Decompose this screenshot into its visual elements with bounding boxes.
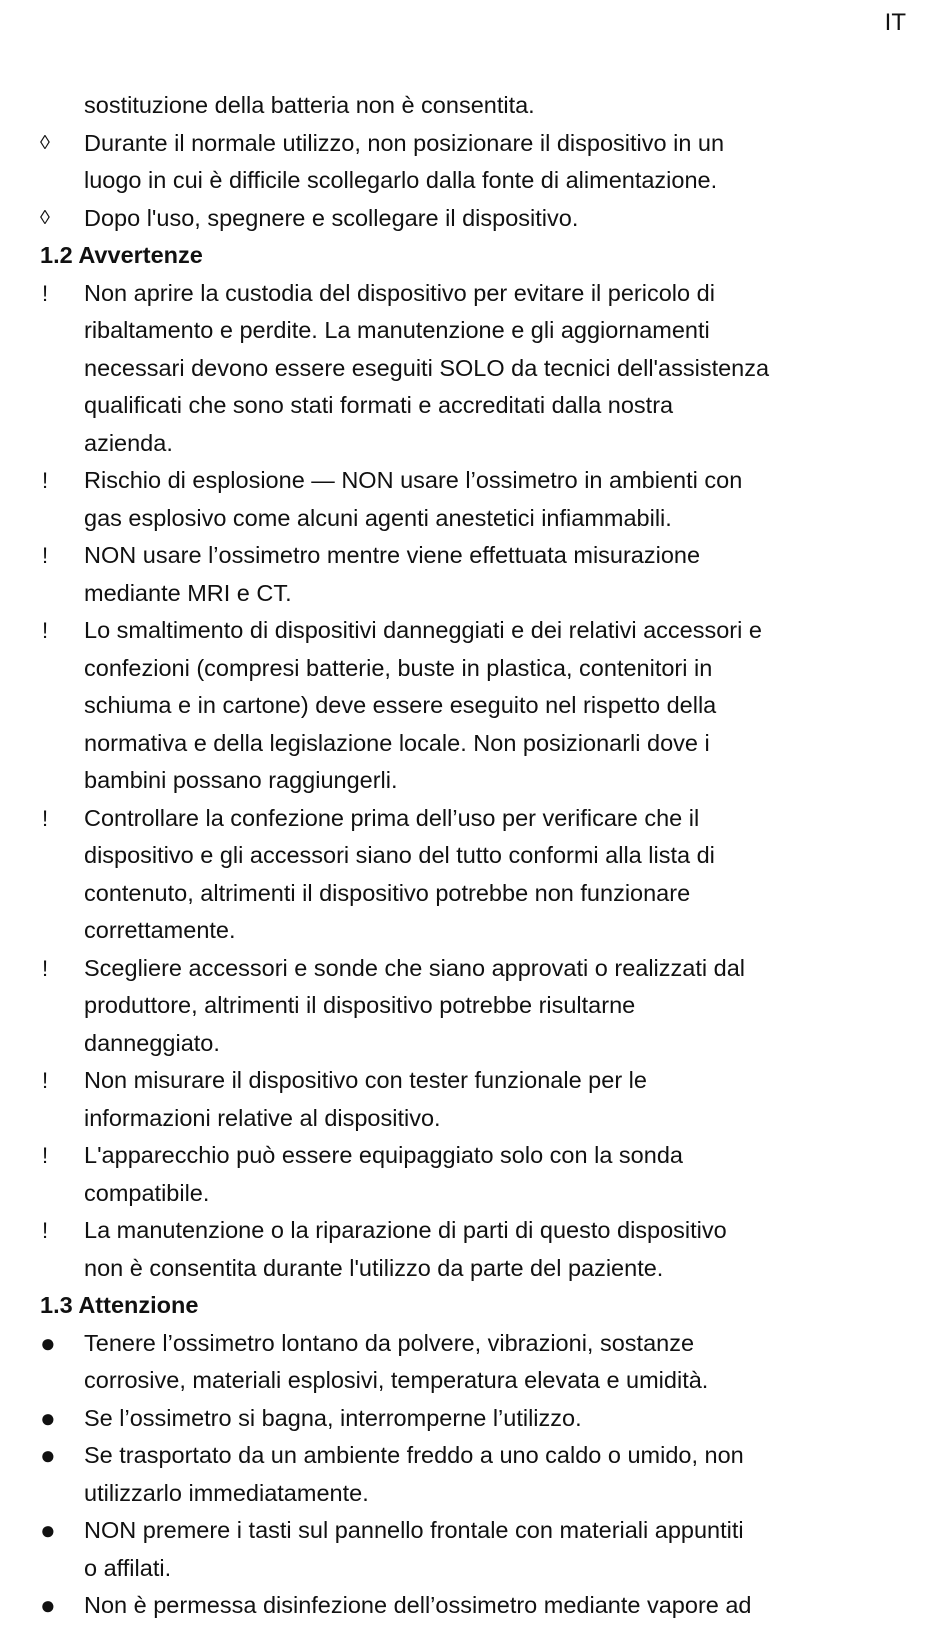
caution-item — [40, 1587, 920, 1625]
precautions-list — [40, 125, 920, 238]
list-item-line: qualificati che sono stati formati e accreditati dalla nostra — [84, 392, 674, 418]
exclamation-bullet-icon: ! — [42, 1218, 49, 1243]
document-body — [40, 87, 920, 1625]
dot-bullet-icon: ● — [40, 1327, 56, 1358]
list-item-line: confezioni (compresi batterie, buste in plastica, contenitori in — [84, 654, 713, 681]
list-item-line: Durante il normale utilizzo, non posizionare il dispositivo in un — [84, 129, 725, 156]
diamond-bullet-icon: ◊ — [40, 131, 50, 154]
dot-bullet-icon: ● — [40, 1590, 56, 1620]
section-heading-warnings: 1.2 Avvertenze — [40, 242, 203, 268]
dot-bullet-icon: ● — [40, 1402, 56, 1433]
list-item-line: Lo smaltimento di dispositivi danneggiati e dei relativi accessori e — [84, 617, 762, 643]
list-item-line: NON premere i tasti sul pannello frontale con materiali appuntiti — [84, 1517, 744, 1543]
caution-item — [40, 1400, 920, 1438]
list-item-line: produttore, altrimenti il dispositivo potrebbe risultarne — [84, 992, 636, 1018]
exclamation-bullet-icon: ! — [42, 280, 49, 306]
page-language-code: IT — [884, 9, 906, 36]
exclamation-bullet-icon: ! — [42, 618, 49, 643]
list-item-line: ribaltamento e perdite. La manutenzione e gli aggiornamenti — [84, 317, 710, 343]
section-heading-caution: 1.3 Attenzione — [40, 1292, 199, 1318]
warning-item — [40, 537, 920, 612]
list-item-line: mediante MRI e CT. — [84, 579, 292, 606]
warnings-list — [40, 275, 920, 1288]
list-item-line: informazioni relative al dispositivo. — [84, 1104, 441, 1131]
dot-bullet-icon: ● — [40, 1515, 56, 1545]
list-item-line: o affilati. — [84, 1554, 172, 1581]
list-item-line: Controllare la confezione prima dell’uso per verificare che il — [84, 804, 700, 831]
exclamation-bullet-icon: ! — [42, 955, 49, 981]
precaution-item — [40, 200, 920, 238]
list-item-line: luogo in cui è difficile scollegarlo dalla fonte di alimentazione. — [84, 167, 718, 193]
list-item-line: Scegliere accessori e sonde che siano approvati o realizzati dal — [84, 954, 745, 981]
list-item-line: bambini possano raggiungerli. — [84, 767, 398, 793]
list-item-line: Dopo l'uso, spegnere e scollegare il dispositivo. — [84, 204, 579, 231]
list-item-line: Se l’ossimetro si bagna, interromperne l’utilizzo. — [84, 1404, 582, 1431]
list-item-line: utilizzarlo immediatamente. — [84, 1479, 369, 1506]
exclamation-bullet-icon: ! — [42, 1143, 49, 1168]
caution-list — [40, 1325, 920, 1625]
list-item-line: schiuma e in cartone) deve essere eseguito nel rispetto della — [84, 692, 717, 718]
dot-bullet-icon: ● — [40, 1440, 56, 1470]
list-item-line: Non aprire la custodia del dispositivo per evitare il pericolo di — [84, 279, 715, 306]
list-item-line: NON usare l’ossimetro mentre viene effettuata misurazione — [84, 542, 701, 568]
intro-continuation — [40, 87, 920, 125]
warning-item — [40, 1137, 920, 1212]
warning-item — [40, 462, 920, 537]
exclamation-bullet-icon: ! — [42, 805, 49, 831]
list-item-line: danneggiato. — [84, 1029, 220, 1056]
exclamation-bullet-icon: ! — [42, 543, 49, 568]
exclamation-bullet-icon: ! — [42, 468, 49, 493]
list-item-line: L'apparecchio può essere equipaggiato solo con la sonda — [84, 1142, 683, 1168]
list-item-line: Non misurare il dispositivo con tester funzionale per le — [84, 1067, 647, 1093]
exclamation-bullet-icon: ! — [42, 1068, 49, 1093]
list-item-line: La manutenzione o la riparazione di parti di questo dispositivo — [84, 1217, 727, 1243]
intro-text: sostituzione della batteria non è consentita. — [84, 92, 535, 118]
warning-item — [40, 800, 920, 950]
list-item-line: normativa e della legislazione locale. Non posizionarli dove i — [84, 729, 710, 756]
list-item-line: gas esplosivo come alcuni agenti anestetici infiammabili. — [84, 504, 672, 531]
list-item-line: non è consentita durante l'utilizzo da parte del paziente. — [84, 1254, 664, 1281]
caution-item — [40, 1512, 920, 1587]
warning-item — [40, 612, 920, 800]
list-item-line: necessari devono essere eseguiti SOLO da tecnici dell'assistenza — [84, 354, 770, 381]
warning-item — [40, 275, 920, 463]
list-item-line: correttamente. — [84, 917, 236, 943]
list-item-line: Non è permessa disinfezione dell’ossimetro mediante vapore ad — [84, 1592, 752, 1618]
list-item-line: dispositivo e gli accessori siano del tutto conformi alla lista di — [84, 842, 715, 868]
list-item-line: Rischio di esplosione — NON usare l’ossimetro in ambienti con — [84, 467, 743, 493]
list-item-line: contenuto, altrimenti il dispositivo potrebbe non funzionare — [84, 879, 691, 906]
warning-item — [40, 1062, 920, 1137]
precaution-item — [40, 125, 920, 200]
list-item-line: compatibile. — [84, 1179, 210, 1206]
caution-item — [40, 1437, 920, 1512]
list-item-line: corrosive, materiali esplosivi, temperatura elevata e umidità. — [84, 1367, 709, 1393]
diamond-bullet-icon: ◊ — [40, 206, 50, 229]
warning-item — [40, 950, 920, 1063]
warning-item — [40, 1212, 920, 1287]
list-item-line: Tenere l’ossimetro lontano da polvere, vibrazioni, sostanze — [84, 1329, 695, 1356]
list-item-line: azienda. — [84, 429, 173, 456]
list-item-line: Se trasportato da un ambiente freddo a uno caldo o umido, non — [84, 1442, 744, 1468]
caution-item — [40, 1325, 920, 1400]
